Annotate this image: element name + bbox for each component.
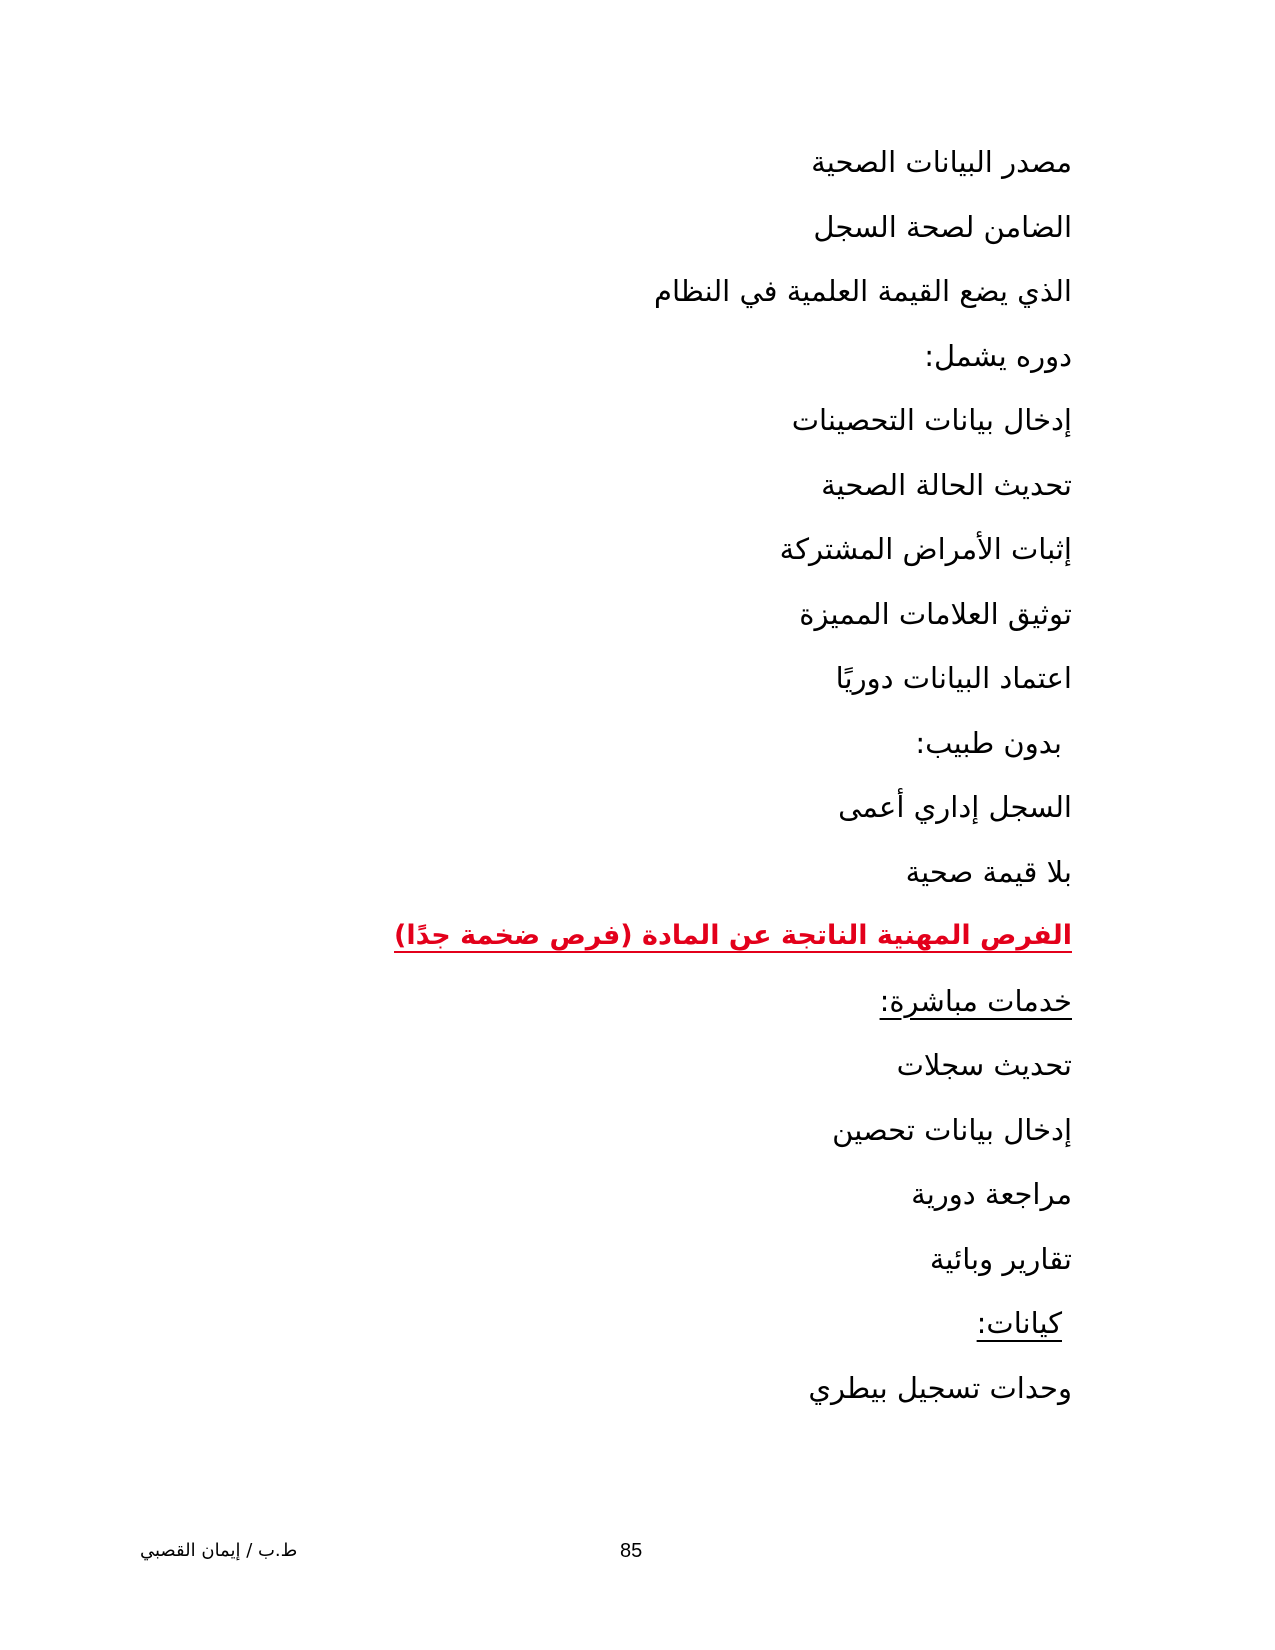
subheading-direct-services [272, 981, 1072, 1046]
page-number: 85 [620, 1540, 643, 1562]
line-source: مصدر البيانات الصحية [811, 145, 1072, 179]
line-service-item: تحديث سجلات [896, 1048, 1072, 1082]
line-no-vet-item: السجل إداري أعمى [838, 790, 1072, 824]
subheading-text: كيانات: [976, 1306, 1062, 1340]
line-no-vet-item: بلا قيمة صحية [905, 854, 1072, 889]
subheading-entities [272, 1303, 1072, 1368]
line-role-item: اعتماد البيانات دوريًا [835, 661, 1072, 695]
line-role-item: إدخال بيانات التحصينات [791, 403, 1072, 437]
line-role-item: توثيق العلامات المميزة [799, 596, 1072, 631]
line-scientific-value: الذي يضع القيمة العلمية في النظام [654, 274, 1072, 308]
line-no-vet-heading: بدون طبيب: [915, 725, 1062, 760]
line-guarantor: الضامن لصحة السجل [813, 209, 1072, 244]
footer-author: ط.ب / إيمان القصبي [140, 1540, 298, 1561]
section-heading-opportunities [272, 916, 1072, 981]
subheading-text: خدمات مباشرة: [879, 983, 1072, 1018]
document-body [272, 142, 1072, 1432]
line-service-item: تقارير وبائية [929, 1241, 1072, 1276]
line-service-item: إدخال بيانات تحصين [832, 1112, 1072, 1147]
line-role-item: إثبات الأمراض المشتركة [779, 532, 1072, 566]
line-role-item: تحديث الحالة الصحية [821, 467, 1072, 502]
line-service-item: مراجعة دورية [911, 1177, 1072, 1211]
line-entity-item: وحدات تسجيل بيطري [808, 1370, 1072, 1405]
line-role-heading: دوره يشمل: [924, 338, 1072, 373]
section-heading-text: الفرص المهنية الناتجة عن المادة (فرص ضخمة جدًا) [394, 920, 1072, 951]
